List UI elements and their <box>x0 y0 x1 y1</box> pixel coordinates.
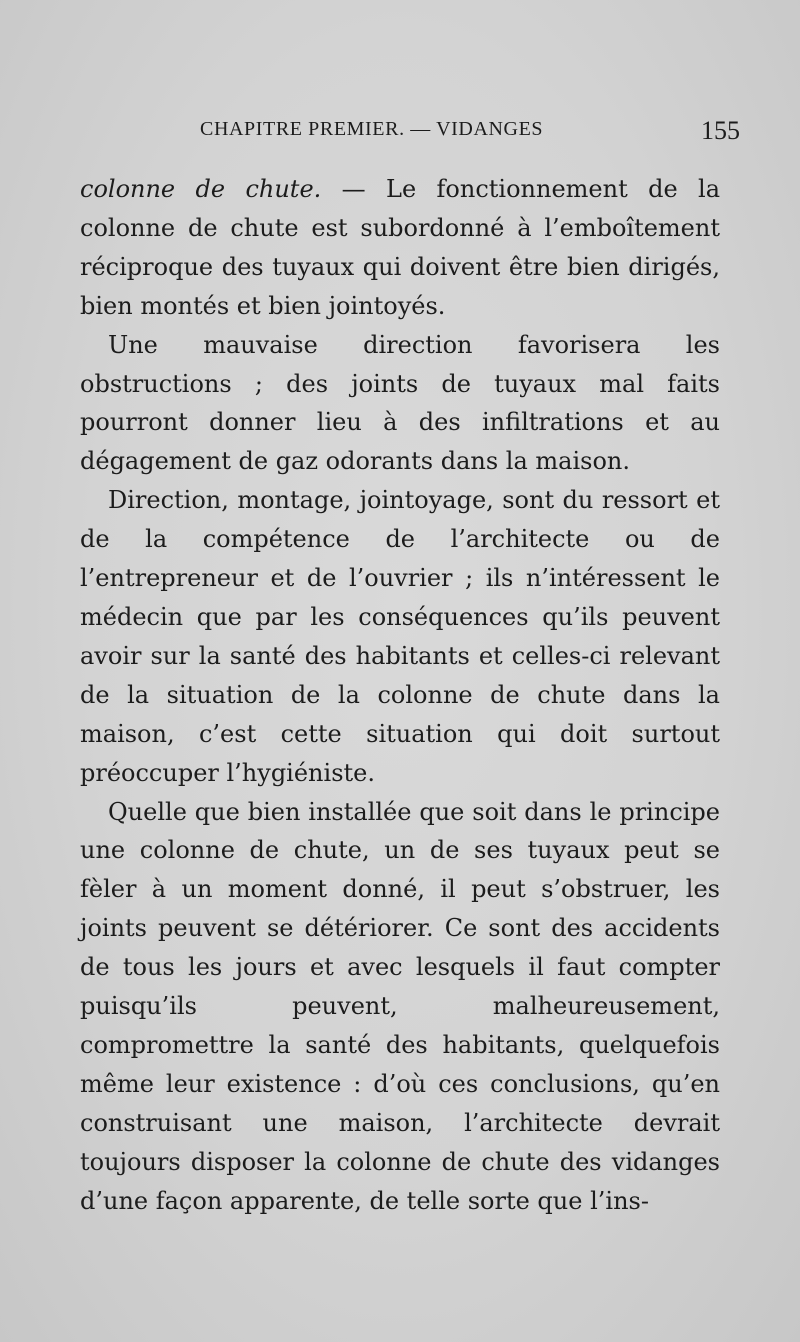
running-head: CHAPITRE PREMIER. — VIDANGES <box>200 118 544 140</box>
paragraph-1-lead: colonne de chute. <box>80 175 322 203</box>
paragraph-1-text: — Le fonctionnement de la colonne de chute est subordonné à l’emboîtement réciproque des tuyaux qui doivent être bien dirigés, bien montés et bien jointoyés. <box>80 175 721 320</box>
paragraph-1 <box>80 170 720 326</box>
page-number: 155 <box>701 116 740 145</box>
page-header <box>200 118 740 154</box>
paragraph-3: Direction, montage, jointoyage, sont du ressort et de la compétence de l’architecte ou de l’entrepreneur et de l’ouvrier ; ils n’intéressent le médecin que par les conséquences qu’ils peuvent avoir sur la santé des habitants et celles-ci relevant de la situation de la colonne de chute dans la maison, c’est cette situation qui doit surtout préoccuper l’hygiéniste. <box>80 486 720 787</box>
body-text <box>80 170 720 1220</box>
paragraph-2: Une mauvaise direction favorisera les obstructions ; des joints de tuyaux mal faits pourront donner lieu à des infiltrations et au dégagement de gaz odorants dans la maison. <box>80 330 720 476</box>
paragraph-4: Quelle que bien installée que soit dans le principe une colonne de chute, un de ses tuyaux peut se fèler à un moment donné, il peut s’obstruer, les joints peuvent se détériorer. Ce sont des accidents de tous les jours et avec lesquels il faut compter puisqu’ils peuvent, malheureusement, compromettre la santé des habitants, quelquefois même leur existence : d’où ces conclusions, qu’en construisant une maison, l’architecte devrait toujours disposer la colonne de chute des vidanges d’une façon apparente, de telle sorte que l’ins- <box>80 797 720 1215</box>
